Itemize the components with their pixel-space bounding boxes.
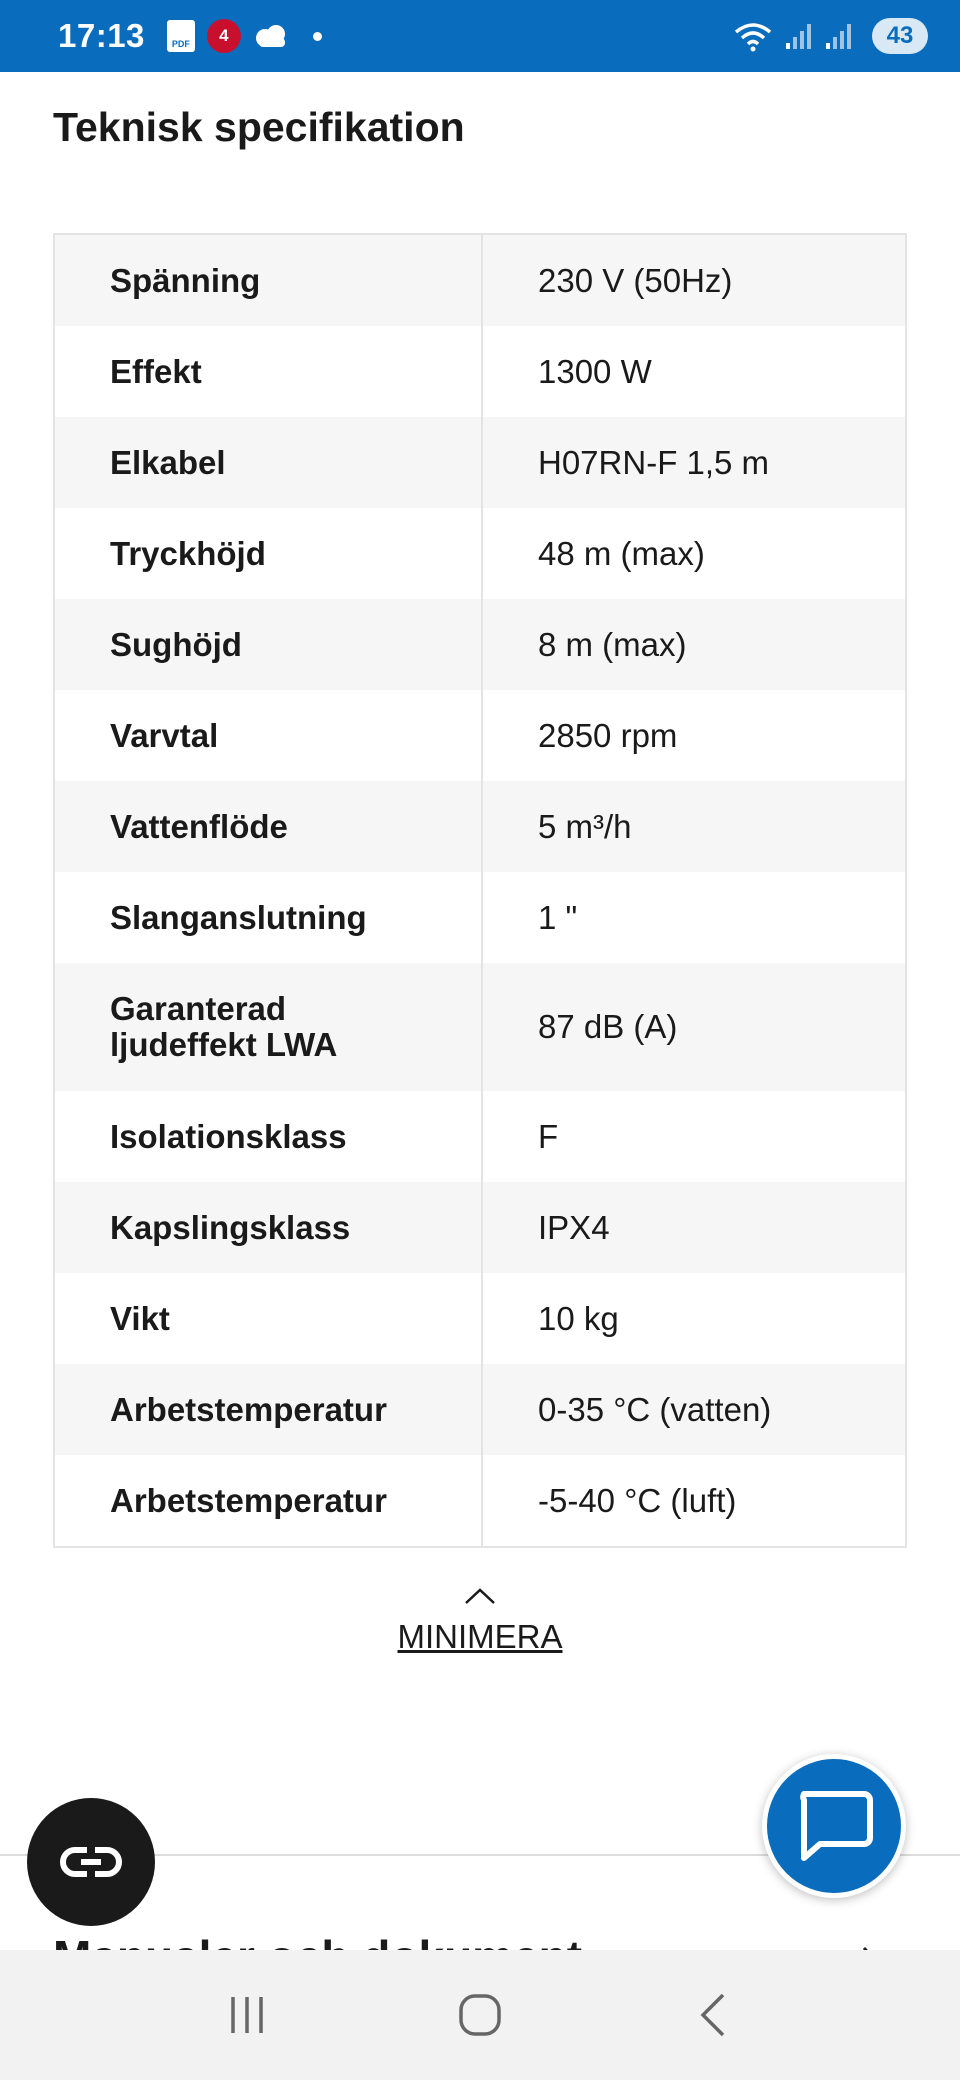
table-row [55,1273,905,1364]
notification-badge-count: 4 [219,26,229,45]
table-row [55,326,905,417]
status-time: 17:13 [58,17,145,54]
link-button[interactable] [27,1798,155,1926]
spec-key: Arbetstemperatur [55,1455,483,1546]
table-row [55,781,905,872]
table-row [55,235,905,326]
wifi-icon [732,20,774,52]
home-icon [456,1991,504,2039]
chevron-up-icon [463,1586,497,1606]
spec-value: 230 V (50Hz) [538,261,733,299]
pdf-label: PDF [171,39,190,49]
spec-key: Garanterad ljudeffekt LWA [55,963,483,1091]
system-nav-bar [0,1950,960,2080]
minimize-toggle[interactable] [0,1586,960,1656]
spec-value: 48 m (max) [538,534,705,572]
spec-key: Slanganslutning [55,872,483,963]
notification-badge-icon [207,19,241,53]
spec-value: 1300 W [538,352,652,390]
spec-key: Vattenflöde [55,781,483,872]
minimize-link[interactable]: MINIMERA [397,1618,563,1655]
table-row [55,690,905,781]
signal-icon-2 [824,21,854,51]
battery-icon [872,18,928,54]
spec-key: Sughöjd [55,599,483,690]
spec-key: Arbetstemperatur [55,1364,483,1455]
spec-value: F [538,1117,559,1155]
page-title: Teknisk specifikation [53,104,465,150]
spec-value: 87 dB (A) [538,1008,678,1045]
table-row [55,599,905,690]
spec-key: Elkabel [55,417,483,508]
chat-button[interactable] [762,1754,906,1898]
pdf-notification-icon [167,20,195,52]
table-row [55,1364,905,1455]
link-icon [57,1844,125,1880]
spec-key: Effekt [55,326,483,417]
recents-icon [225,1993,269,2037]
table-row [55,417,905,508]
table-row [55,1091,905,1182]
battery-level: 43 [886,22,914,49]
table-row [55,1455,905,1546]
spec-key: Varvtal [55,690,483,781]
back-button[interactable] [683,1985,743,2045]
spec-value: 5 m³/h [538,807,632,845]
spec-value: -5-40 °C (luft) [538,1481,737,1519]
spec-value: 10 kg [538,1299,619,1337]
status-notification-icons [167,19,322,53]
spec-value: 1 " [538,898,578,936]
spec-key: Isolationsklass [55,1091,483,1182]
home-button[interactable] [450,1985,510,2045]
spec-table [53,233,907,1548]
table-row [55,872,905,963]
table-row [55,963,905,1091]
back-icon [696,1991,730,2039]
spec-value: 8 m (max) [538,625,687,663]
chat-icon [794,1788,874,1864]
cloud-icon [253,24,289,48]
spec-value: 0-35 °C (vatten) [538,1390,772,1428]
spec-key: Spänning [55,235,483,326]
spec-key: Tryckhöjd [55,508,483,599]
table-row [55,508,905,599]
status-system-icons [732,18,928,54]
table-row [55,1182,905,1273]
spec-key: Vikt [55,1273,483,1364]
status-bar [0,0,960,72]
signal-icon-1 [784,21,814,51]
spec-value: IPX4 [538,1208,610,1246]
recents-button[interactable] [217,1985,277,2045]
spec-value: 2850 rpm [538,716,678,754]
more-notifications-dot [313,32,322,41]
spec-value: H07RN-F 1,5 m [538,443,770,481]
spec-key: Kapslingsklass [55,1182,483,1273]
